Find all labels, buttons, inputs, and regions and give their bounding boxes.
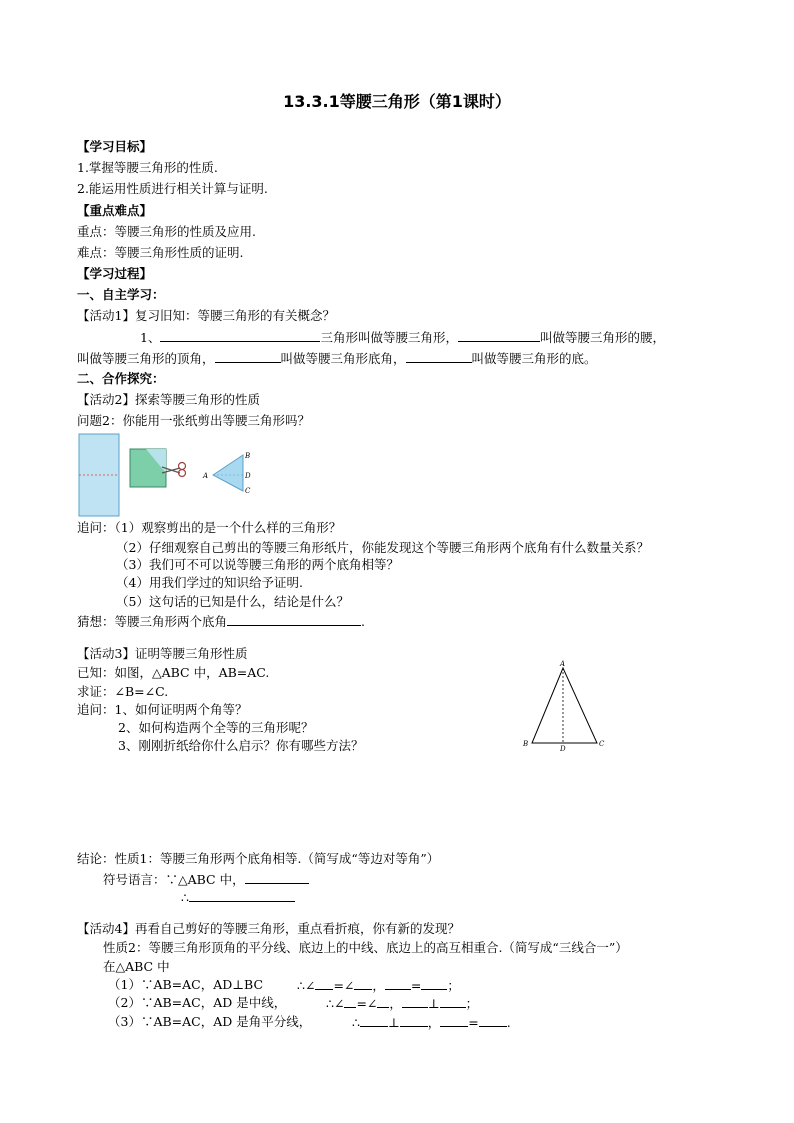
follow-up-4: （4）用我们学过的知识给予证明. — [116, 575, 303, 590]
text: ⊥ — [387, 1015, 400, 1030]
text: 叫做等腰三角形的腰， — [539, 330, 665, 345]
ask-3: 3、刚刚折纸给你什么启示？你有哪些方法？ — [118, 738, 364, 753]
blank-field — [421, 977, 447, 990]
in-triangle: 在△ABC 中 — [103, 959, 170, 974]
guess-text: 猜想：等腰三角形两个底角 — [77, 614, 228, 629]
blank-field — [479, 1014, 507, 1027]
blank-field — [402, 995, 428, 1008]
difficulty: 难点：等腰三角形性质的证明. — [77, 245, 244, 260]
ask-1: 追问：1、如何证明两个角等？ — [77, 702, 248, 717]
case-2-conclusion — [326, 995, 478, 1012]
text: ， — [389, 996, 402, 1011]
case-3-conclusion — [352, 1014, 511, 1031]
goals-heading: 【学习目标】 — [77, 139, 153, 154]
text: =∠ — [333, 978, 355, 993]
process-heading: 【学习过程】 — [77, 266, 153, 281]
label-c: C — [599, 740, 605, 748]
text: ， — [372, 978, 385, 993]
text: ∴ — [352, 1015, 360, 1030]
text: = — [468, 1015, 479, 1030]
activity-1-line-1 — [140, 329, 665, 346]
text: = — [410, 978, 422, 993]
blank-field — [458, 329, 540, 342]
text: ∴∠ — [297, 978, 316, 993]
property-2: 性质2：等腰三角形顶角的平分线、底边上的中线、底边上的高互相重合.（简写成“三线合一”） — [103, 940, 628, 955]
triangle-abc — [532, 668, 597, 743]
activity-2-title: 【活动2】探索等腰三角形的性质 — [77, 392, 260, 407]
activity-4: 【活动4】再看自己剪好的等腰三角形，重点看折痕，你有新的发现？ — [77, 921, 460, 936]
blank-field — [245, 871, 309, 884]
text: ∴∠ — [326, 996, 345, 1011]
blank-field — [440, 1014, 468, 1027]
activity-1-intro: 【活动1】复习旧知：等腰三角形的有关概念？ — [77, 308, 335, 323]
therefore-symbol: ∴ — [181, 890, 189, 905]
symbol-text: 符号语言：∵△ABC 中， — [103, 872, 245, 887]
symbol-language — [103, 871, 309, 888]
key-point: 重点：等腰三角形的性质及应用. — [77, 224, 256, 239]
text: =∠ — [356, 996, 378, 1011]
blank-field — [215, 350, 281, 363]
ask-2: 2、如何构造两个全等的三角形呢？ — [118, 720, 314, 735]
label-c: C — [245, 487, 251, 495]
text: . — [506, 1015, 511, 1030]
blank-field — [440, 995, 466, 1008]
follow-up-1: 追问：（1）观察剪出的是一个什么样的三角形？ — [77, 520, 342, 535]
blank-field — [344, 995, 356, 1008]
text: ⊥ — [427, 996, 440, 1011]
text: ； — [465, 996, 479, 1011]
period: . — [361, 614, 365, 629]
conclusion: 结论：性质1：等腰三角形两个底角相等.（简写成“等边对等角”） — [77, 851, 440, 866]
section-2-heading: 二、合作探究： — [77, 371, 165, 386]
paper-cutting-figure — [78, 433, 258, 517]
activity-1-line-2 — [77, 350, 597, 367]
label-d: D — [560, 745, 566, 753]
prove: 求证：∠B=∠C. — [77, 684, 169, 699]
blank-field — [189, 889, 295, 902]
goal-1: 1.掌握等腰三角形的性质. — [77, 160, 218, 175]
blank-field — [406, 350, 472, 363]
follow-up-2: （2）仔细观察自己剪出的等腰三角形纸片，你能发现这个等腰三角形两个底角有什么数量关系？ — [116, 540, 649, 555]
cut-triangle — [213, 455, 243, 491]
label-a: A — [560, 660, 566, 668]
blank-field — [227, 613, 361, 626]
question-2: 问题2：你能用一张纸剪出等腰三角形吗？ — [77, 413, 310, 428]
label-b: B — [245, 452, 251, 460]
guess-line — [77, 613, 365, 630]
case-1-premise: （1）∵AB=AC，AD⊥BC — [108, 977, 264, 992]
follow-up-5: （5）这句话的已知是什么，结论是什么？ — [116, 594, 349, 609]
goal-2: 2.能运用性质进行相关计算与证明. — [77, 181, 268, 196]
therefore-line — [181, 889, 295, 906]
key-heading: 【重点难点】 — [77, 203, 153, 218]
blank-field — [354, 977, 372, 990]
blank-field — [160, 329, 320, 342]
page-title: 13.3.1等腰三角形（第1课时） — [283, 92, 511, 111]
activity-3-title: 【活动3】证明等腰三角形性质 — [77, 646, 248, 661]
follow-up-3: （3）我们可不可以说等腰三角形的两个底角相等？ — [116, 557, 399, 572]
blank-field — [315, 977, 333, 990]
blank-field — [385, 977, 411, 990]
given: 已知：如图，△ABC 中，AB=AC. — [77, 665, 270, 680]
text: 叫做等腰三角形的底。 — [471, 351, 597, 366]
text: ， — [427, 1015, 441, 1030]
text: ； — [447, 978, 460, 993]
text: 叫做等腰三角形底角， — [280, 351, 406, 366]
text: 叫做等腰三角形的顶角， — [77, 351, 215, 366]
case-2-premise: （2）∵AB=AC，AD 是中线， — [108, 995, 287, 1010]
case-3-premise: （3）∵AB=AC，AD 是角平分线， — [108, 1014, 312, 1029]
label-b: B — [523, 740, 529, 748]
case-1-conclusion — [297, 977, 460, 994]
text: 三角形叫做等腰三角形， — [320, 330, 458, 345]
triangle-abc-figure — [516, 658, 610, 754]
blank-field — [400, 1014, 428, 1027]
label-a: A — [203, 472, 209, 480]
section-1-heading: 一、自主学习： — [77, 287, 165, 302]
item-number: 1、 — [140, 330, 161, 345]
label-d: D — [245, 472, 251, 480]
blank-field — [360, 1014, 388, 1027]
blank-field — [377, 995, 389, 1008]
